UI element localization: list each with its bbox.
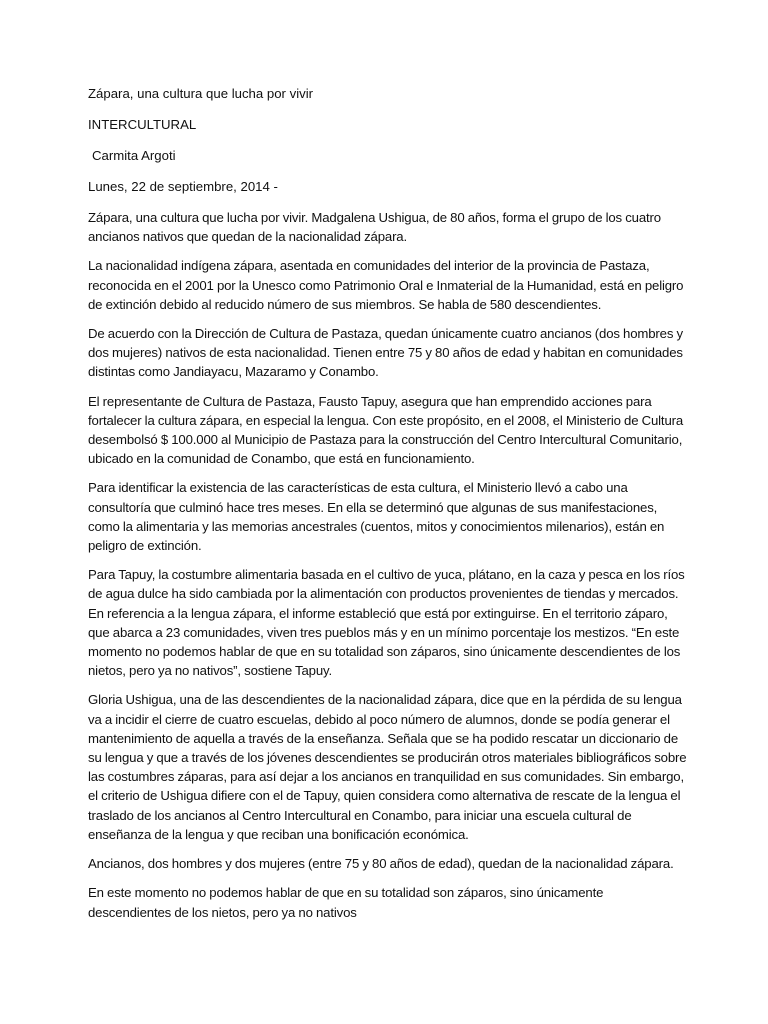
paragraph-4: El representante de Cultura de Pastaza, Fausto Tapuy, asegura que han emprendido acciones para fortalecer la cultura zápara, en especial la lengua. Con este propósito, en el 2008, el Ministerio de Cultura desembolsó $ 100.000 al Municipio de Pastaza para la construcción del Centro Intercultural Comunitario, ubicado en la comunidad de Conambo, que está en funcionamiento. bbox=[88, 393, 684, 467]
paragraph-6: Para Tapuy, la costumbre alimentaria basada en el cultivo de yuca, plátano, en la caza y pesca en los ríos de agua dulce ha sido cambiada por la alimentación con productos provenientes de tiendas y mercados. En referencia a la lengua zápara, el informe estableció que está por extinguirse. En el territorio záparo, que abarca a 23 comunidades, viven tres pueblos más y en un mínimo porcentaje los mestizos. “En este momento no podemos hablar de que en su totalidad son záparos, sino únicamente descendientes de los nietos, pero ya no nativos”, sostiene Tapuy. bbox=[88, 567, 685, 679]
document-page bbox=[88, 84, 688, 932]
section-label: INTERCULTURAL bbox=[88, 117, 197, 132]
publication-date: Lunes, 22 de septiembre, 2014 - bbox=[88, 179, 278, 194]
paragraph-9: En este momento no podemos hablar de que en su totalidad son záparos, sino únicamente descendientes de los nietos, pero ya no nativos bbox=[88, 885, 604, 920]
paragraph-5: Para identificar la existencia de las características de esta cultura, el Ministerio llevó a cabo una consultoría que culminó hace tres meses. En ella se determinó que algunas de sus manifestaciones, como la alimentaria y las memorias ancestrales (cuentos, mitos y conocimientos milenarios), están en peligro de extinción. bbox=[88, 480, 665, 554]
paragraph-8: Ancianos, dos hombres y dos mujeres (entre 75 y 80 años de edad), quedan de la nacionalidad zápara. bbox=[88, 856, 674, 872]
paragraph-7: Gloria Ushigua, una de las descendientes de la nacionalidad zápara, dice que en la pérdida de su lengua va a incidir el cierre de cuatro escuelas, debido al poco número de alumnos, donde se podía generar el mantenimiento de aquella a través de la enseñanza. Señala que se ha podido rescatar un diccionario de su lengua y que a través de los jóvenes descendientes se producirán otros materiales bibliográficos sobre las costumbres záparas, para así dejar a los ancianos en tranquilidad en sus comunidades. Sin embargo, el criterio de Ushigua difiere con el de Tapuy, quien considera como alternativa de rescate de la lengua el traslado de los ancianos al Centro Intercultural en Conambo, para iniciar una escuela cultural de enseñanza de la lengua y que reciban una bonificación económica. bbox=[88, 692, 687, 842]
paragraph-2: La nacionalidad indígena zápara, asentada en comunidades del interior de la provincia de Pastaza, reconocida en el 2001 por la Unesco como Patrimonio Oral e Inmaterial de la Humanidad, está en peligro de extinción debido al reducido número de sus miembros. Se habla de 580 descendientes. bbox=[88, 258, 684, 312]
author-name: Carmita Argoti bbox=[92, 148, 176, 163]
paragraph-1: Zápara, una cultura que lucha por vivir. Madgalena Ushigua, de 80 años, forma el grupo de los cuatro ancianos nativos que quedan de la nacionalidad zápara. bbox=[88, 210, 661, 245]
paragraph-3: De acuerdo con la Dirección de Cultura de Pastaza, quedan únicamente cuatro ancianos (dos hombres y dos mujeres) nativos de esta nacionalidad. Tienen entre 75 y 80 años de edad y habitan en comunidades distintas como Jandiayacu, Mazaramo y Conambo. bbox=[88, 326, 683, 380]
article-title: Zápara, una cultura que lucha por vivir bbox=[88, 86, 314, 101]
